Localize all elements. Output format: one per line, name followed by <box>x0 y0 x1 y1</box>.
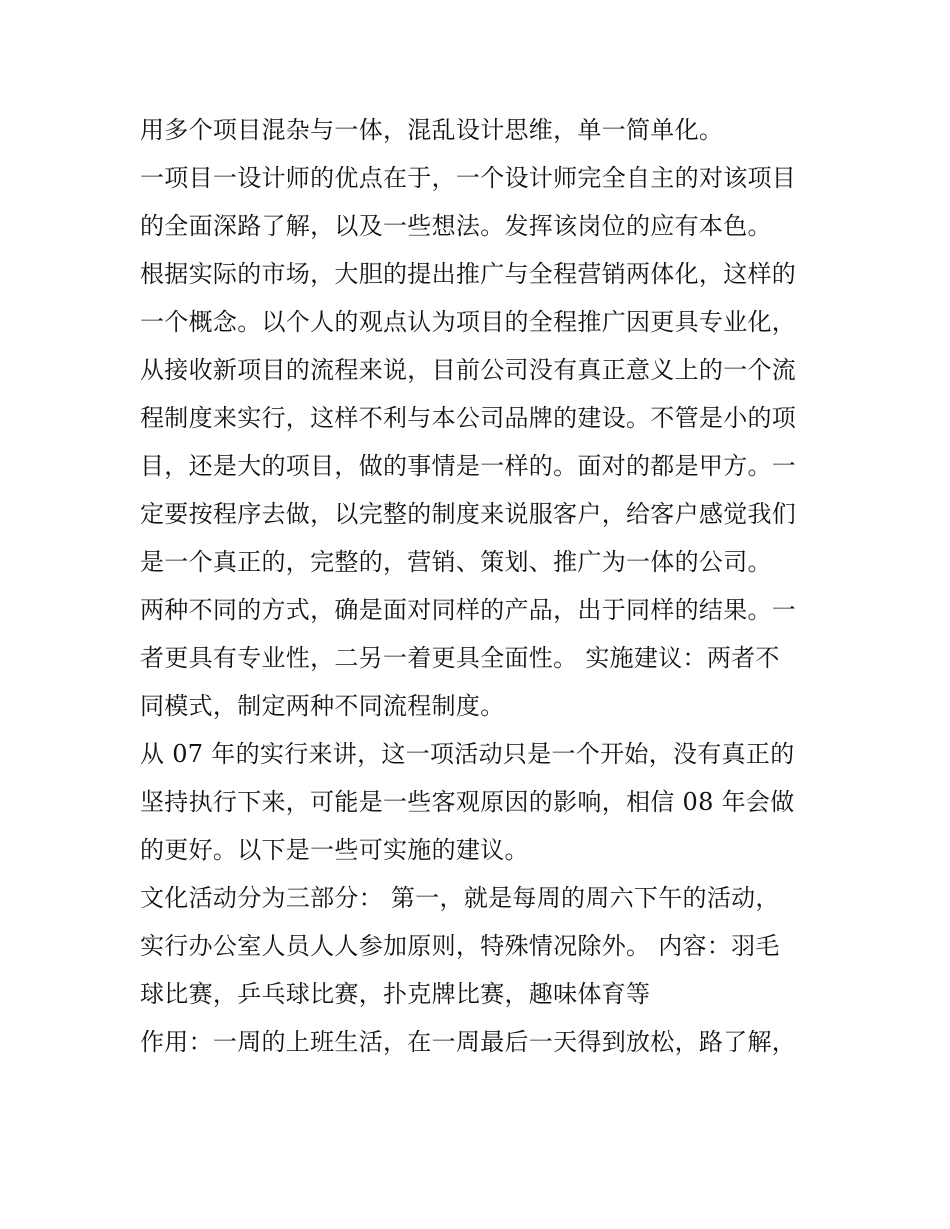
text-line: 根据实际的市场，大胆的提出推广与全程营销两体化，这样的 <box>140 260 797 288</box>
text-line: 的全面深路了解，以及一些想法。发挥该岗位的应有本色。 <box>140 212 772 240</box>
text-line: 从 07 年的实行来讲，这一项活动只是一个开始，没有真正的 <box>140 740 795 768</box>
body-text <box>140 106 820 1066</box>
text-line: 一个概念。以个人的观点认为项目的全程推广因更具专业化， <box>140 308 797 336</box>
text-line: 两种不同的方式，确是面对同样的产品，出于同样的结果。一 <box>140 596 797 624</box>
text-line: 实行办公室人员人人参加原则，特殊情况除外。 内容：羽毛 <box>140 932 780 960</box>
text-line: 定要按程序去做，以完整的制度来说服客户，给客户感觉我们 <box>140 500 797 528</box>
text-line: 程制度来实行，这样不利与本公司品牌的建设。不管是小的项 <box>140 404 797 432</box>
text-line: 坚持执行下来，可能是一些客观原因的影响，相信 08 年会做 <box>140 788 795 816</box>
text-line: 文化活动分为三部分： 第一，就是每周的周六下午的活动， <box>140 884 780 912</box>
text-line: 从接收新项目的流程来说，目前公司没有真正意义上的一个流 <box>140 356 797 384</box>
text-line: 的更好。以下是一些可实施的建议。 <box>140 836 529 864</box>
text-line: 用多个项目混杂与一体，混乱设计思维，单一简单化。 <box>140 116 724 144</box>
text-line: 目，还是大的项目，做的事情是一样的。面对的都是甲方。一 <box>140 452 797 480</box>
text-line: 同模式，制定两种不同流程制度。 <box>140 692 505 720</box>
text-line: 一项目一设计师的优点在于，一个设计师完全自主的对该项目 <box>140 164 797 192</box>
text-line: 球比赛，乒乓球比赛，扑克牌比赛，趣味体育等 <box>140 980 651 1008</box>
text-line: 者更具有专业性，二另一着更具全面性。 实施建议：两者不 <box>140 644 780 672</box>
text-line: 是一个真正的，完整的，营销、策划、推广为一体的公司。 <box>140 548 772 576</box>
text-line: 作用：一周的上班生活，在一周最后一天得到放松，路了解， <box>140 1028 797 1056</box>
